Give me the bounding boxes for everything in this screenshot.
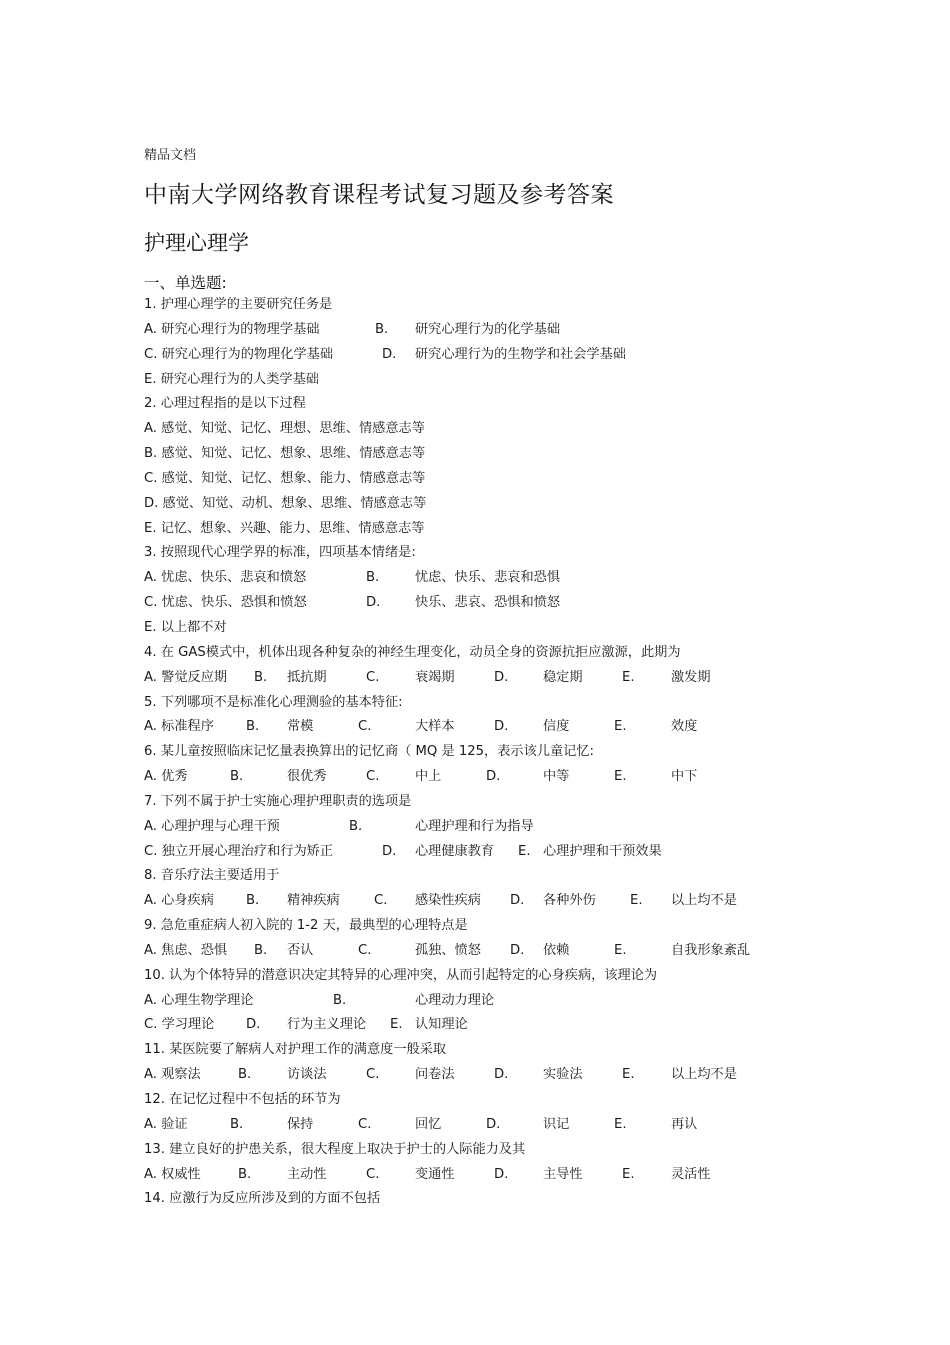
option-text: A. 警觉反应期 (144, 669, 228, 685)
option-text: E. (614, 942, 627, 958)
option-text: D. (494, 1166, 509, 1182)
option-text: 中下 (671, 769, 698, 785)
option-text: B. (230, 769, 244, 785)
option-row (144, 1113, 844, 1138)
option-text: D. 感觉、知觉、动机、想象、思维、情感意志等 (144, 495, 427, 511)
question-text: 6. 某儿童按照临床记忆量表换算出的记忆商（ MQ 是 125，表示该儿童记忆: (144, 744, 594, 760)
option-text: C. (374, 893, 388, 909)
option-text: B. (238, 1067, 252, 1083)
option-row (144, 666, 844, 691)
option-text: 保持 (287, 1116, 314, 1132)
option-text: B. (246, 719, 260, 735)
option-row (144, 517, 844, 542)
option-text: A. 心身疾病 (144, 893, 214, 909)
option-row (144, 417, 844, 442)
option-row (144, 343, 844, 368)
option-text: E. (622, 669, 635, 685)
option-row (144, 715, 844, 740)
option-text: E. (622, 1166, 635, 1182)
option-text: D. (494, 719, 509, 735)
question-text: 14. 应激行为反应所涉及到的方面不包括 (144, 1191, 381, 1207)
option-text: 效度 (671, 719, 698, 735)
question-text: 10. 认为个体特异的潜意识决定其特异的心理冲突，从而引起特定的心身疾病，该理论为 (144, 967, 658, 983)
option-text: E. (614, 769, 627, 785)
option-text: E. 记忆、想象、兴趣、能力、思维、情感意志等 (144, 520, 425, 536)
option-text: B. (375, 321, 389, 337)
option-text: A. 心理生物学理论 (144, 992, 254, 1008)
option-text: 中上 (415, 769, 442, 785)
option-text: 心理动力理论 (415, 992, 495, 1008)
option-text: E. (518, 843, 531, 859)
option-text: C. (358, 942, 372, 958)
option-text: C. 独立开展心理治疗和行为矫正 (144, 843, 334, 859)
option-text: 信度 (543, 719, 570, 735)
option-text: 很优秀 (287, 769, 327, 785)
option-text: D. (246, 1017, 261, 1033)
option-row (144, 1163, 844, 1188)
option-text: 灵活性 (671, 1166, 711, 1182)
option-text: 快乐、悲哀、恐惧和愤怒 (415, 595, 561, 611)
subject-heading: 护理心理学 (144, 231, 249, 255)
option-text: 研究心理行为的化学基础 (415, 321, 561, 337)
option-row (144, 765, 844, 790)
option-text: 研究心理行为的生物学和社会学基础 (415, 346, 626, 362)
option-text: 衰竭期 (415, 669, 455, 685)
option-text: 抵抗期 (287, 669, 327, 685)
option-row (144, 889, 844, 914)
option-text: 孤独、愤怒 (415, 942, 481, 958)
option-text: C. (358, 719, 372, 735)
option-text: 心理健康教育 (415, 843, 495, 859)
option-text: E. (614, 719, 627, 735)
option-text: B. (238, 1166, 252, 1182)
option-text: 中等 (543, 769, 570, 785)
option-text: D. (382, 346, 397, 362)
option-text: 问卷法 (415, 1067, 455, 1083)
question-text: 7. 下列不属于护士实施心理护理职责的选项是 (144, 793, 412, 809)
option-text: C. (366, 769, 380, 785)
section-heading: 一、单选题: (144, 274, 227, 292)
option-row (144, 989, 844, 1014)
question-text: 11. 某医院要了解病人对护理工作的满意度一般采取 (144, 1042, 447, 1058)
question-text: 2. 心理过程指的是以下过程 (144, 396, 306, 412)
option-text: D. (486, 769, 501, 785)
option-text: A. 焦虑、恐惧 (144, 942, 228, 958)
option-text: 再认 (671, 1116, 698, 1132)
option-text: 精神疾病 (287, 893, 340, 909)
option-text: 识记 (543, 1116, 570, 1132)
question-text: 4. 在 GAS模式中，机体出现各种复杂的神经生理变化，动员全身的资源抗拒应激源，此期为 (144, 644, 681, 660)
option-text: A. 优秀 (144, 769, 188, 785)
option-text: D. (382, 843, 397, 859)
option-text: A. 观察法 (144, 1067, 201, 1083)
option-row (144, 591, 844, 616)
option-text: E. 研究心理行为的人类学基础 (144, 371, 319, 387)
option-text: E. 以上都不对 (144, 619, 227, 635)
option-row (144, 566, 844, 591)
option-text: D. (510, 942, 525, 958)
option-row (144, 1063, 844, 1088)
option-text: D. (494, 1067, 509, 1083)
option-text: C. (366, 1067, 380, 1083)
option-text: 依赖 (543, 942, 570, 958)
option-text: C. (366, 669, 380, 685)
option-text: B. 感觉、知觉、记忆、想象、思维、情感意志等 (144, 446, 426, 462)
option-text: D. (366, 595, 381, 611)
option-text: 稳定期 (543, 669, 583, 685)
option-text: A. 验证 (144, 1116, 188, 1132)
option-text: A. 标准程序 (144, 719, 214, 735)
option-row (144, 840, 844, 865)
option-text: 激发期 (671, 669, 711, 685)
option-text: A. 权威性 (144, 1166, 201, 1182)
option-row (144, 492, 844, 517)
option-text: B. (254, 669, 268, 685)
option-text: 行为主义理论 (287, 1017, 367, 1033)
option-text: 忧虑、快乐、悲哀和恐惧 (415, 570, 561, 586)
option-text: B. (349, 818, 363, 834)
option-text: 常模 (287, 719, 314, 735)
question-text: 13. 建立良好的护患关系，很大程度上取决于护士的人际能力及其 (144, 1141, 526, 1157)
option-text: 心理护理和行为指导 (415, 818, 534, 834)
option-text: B. (366, 570, 380, 586)
option-text: 实验法 (543, 1067, 583, 1083)
option-text: B. (246, 893, 260, 909)
question-text: 9. 急危重症病人初入院的 1-2 天，最典型的心理特点是 (144, 918, 468, 934)
option-text: C. 研究心理行为的物理化学基础 (144, 346, 334, 362)
option-text: C. 感觉、知觉、记忆、想象、能力、情感意志等 (144, 470, 426, 486)
option-row (144, 467, 844, 492)
option-text: 访谈法 (287, 1067, 327, 1083)
option-row (144, 318, 844, 343)
option-text: B. (254, 942, 268, 958)
option-text: 以上均不是 (671, 1067, 737, 1083)
option-text: C. (358, 1116, 372, 1132)
option-text: B. (230, 1116, 244, 1132)
option-text: 变通性 (415, 1166, 455, 1182)
option-text: D. (494, 669, 509, 685)
option-text: 否认 (287, 942, 314, 958)
option-text: A. 研究心理行为的物理学基础 (144, 321, 320, 337)
question-text: 8. 音乐疗法主要适用于 (144, 868, 280, 884)
option-text: 回忆 (415, 1116, 442, 1132)
option-row (144, 815, 844, 840)
option-row (144, 939, 844, 964)
option-text: 大样本 (415, 719, 455, 735)
option-text: C. 忧虑、快乐、恐惧和愤怒 (144, 595, 307, 611)
option-text: C. (366, 1166, 380, 1182)
option-text: D. (510, 893, 525, 909)
question-text: 1. 护理心理学的主要研究任务是 (144, 297, 333, 312)
option-row (144, 368, 844, 393)
option-text: C. 学习理论 (144, 1017, 215, 1033)
option-text: E. (614, 1116, 627, 1132)
option-text: 感染性疾病 (415, 893, 481, 909)
option-text: A. 心理护理与心理干预 (144, 818, 280, 834)
question-text: 5. 下列哪项不是标准化心理测验的基本特征: (144, 694, 403, 710)
option-text: 以上均不是 (671, 893, 737, 909)
option-row (144, 616, 844, 641)
option-text: D. (486, 1116, 501, 1132)
option-row (144, 1013, 844, 1038)
option-row (144, 442, 844, 467)
question-text: 3. 按照现代心理学界的标准，四项基本情绪是: (144, 545, 416, 561)
option-text: 主导性 (543, 1166, 583, 1182)
option-text: 认知理论 (415, 1017, 468, 1033)
option-text: 心理护理和干预效果 (543, 843, 662, 859)
document-title: 中南大学网络教育课程考试复习题及参考答案 (144, 182, 614, 208)
option-text: E. (390, 1017, 403, 1033)
option-text: E. (630, 893, 643, 909)
option-text: B. (333, 992, 347, 1008)
option-text: 自我形象紊乱 (671, 942, 751, 958)
option-text: 主动性 (287, 1166, 327, 1182)
question-list (144, 293, 844, 1212)
question-text: 12. 在记忆过程中不包括的环节为 (144, 1092, 341, 1107)
option-text: 各种外伤 (543, 893, 596, 909)
option-text: A. 忧虑、快乐、悲哀和愤怒 (144, 570, 307, 586)
page-header: 精品文档 (144, 148, 197, 163)
option-text: E. (622, 1067, 635, 1083)
option-text: A. 感觉、知觉、记忆、理想、思维、情感意志等 (144, 421, 425, 437)
